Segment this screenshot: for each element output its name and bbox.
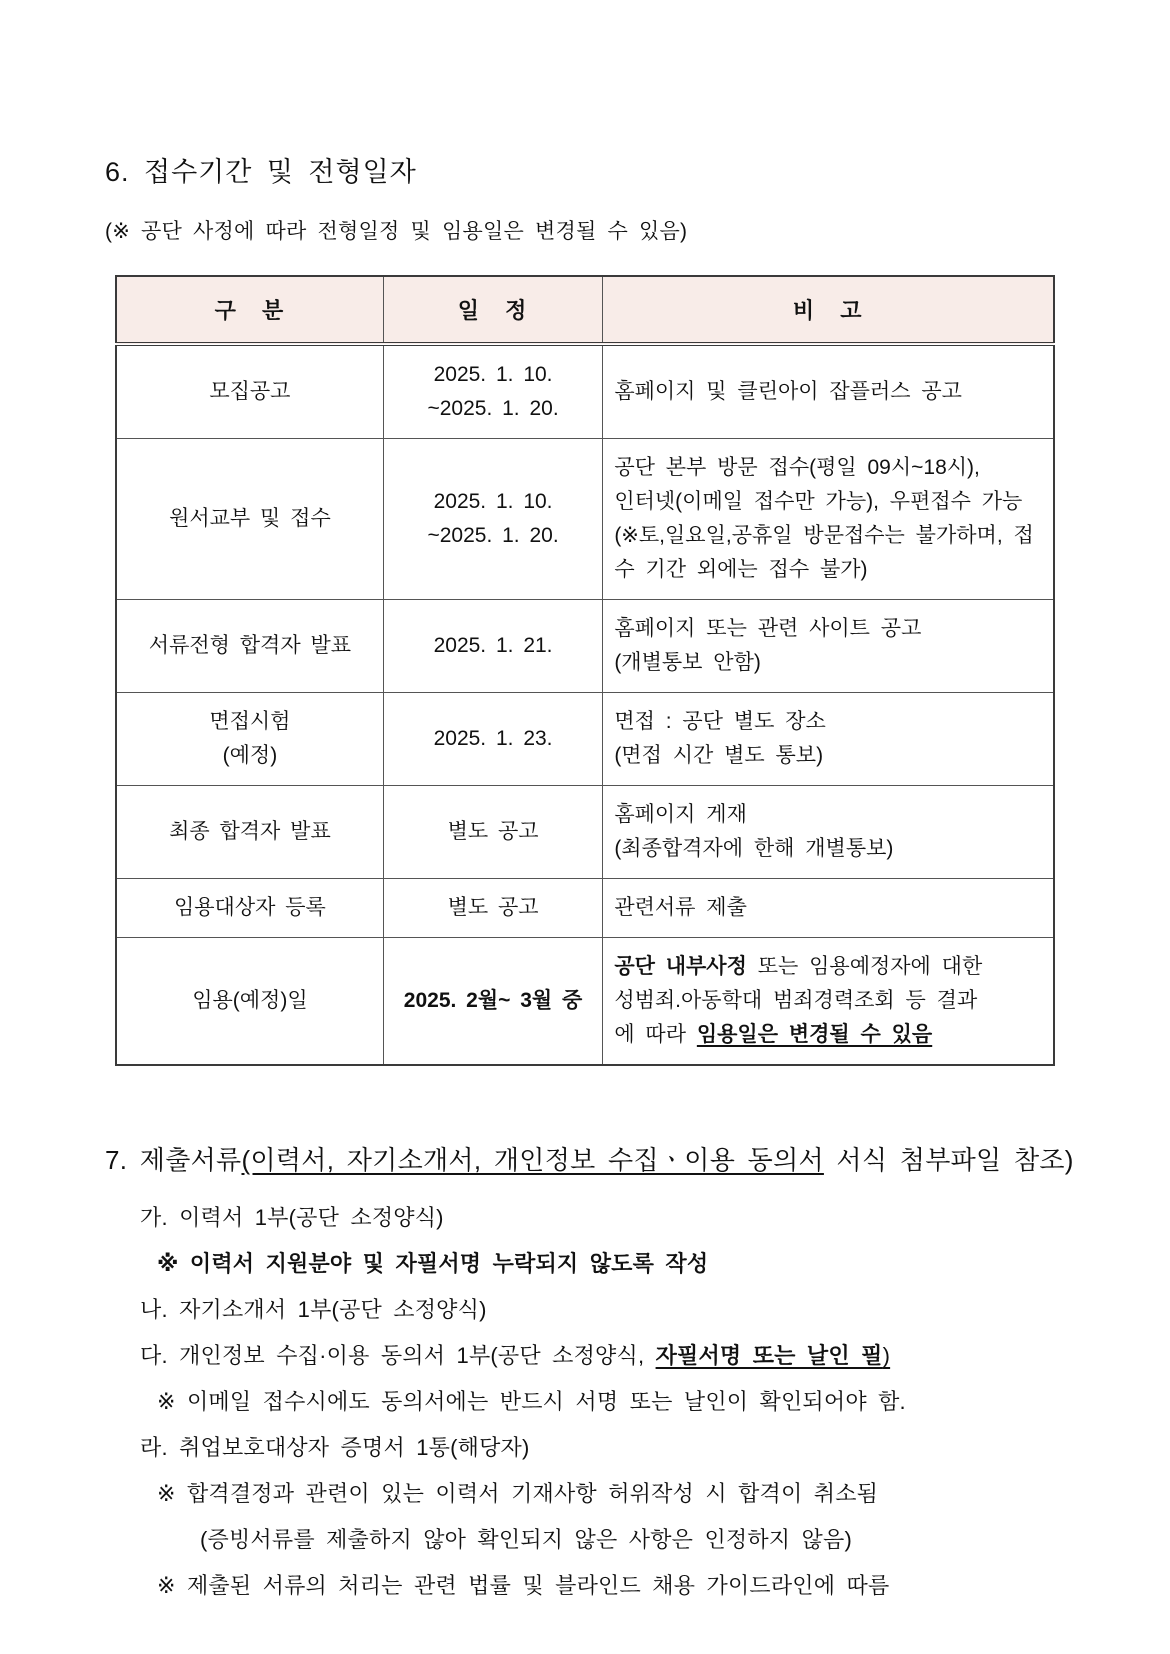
section6-note: (※ 공단 사정에 따라 전형일정 및 임용일은 변경될 수 있음) bbox=[105, 220, 688, 243]
text-segment: ※ 제출된 서류의 처리는 관련 법률 및 블라인드 채용 가이드라인에 따름 bbox=[157, 1573, 890, 1599]
text-line bbox=[392, 815, 594, 849]
table-row bbox=[116, 439, 1054, 600]
text-line bbox=[614, 553, 1047, 587]
text-segment: 2025. 2월~ 3월 중 bbox=[403, 989, 583, 1013]
cell-remark bbox=[603, 938, 1054, 1066]
text-line bbox=[392, 485, 594, 519]
text-line bbox=[392, 519, 594, 553]
text-segment: 또는 임용예정자에 대한 bbox=[746, 955, 983, 979]
text-line bbox=[392, 722, 594, 756]
cell-category bbox=[116, 879, 383, 938]
section7-list bbox=[105, 1195, 1058, 1609]
text-line bbox=[614, 832, 1047, 866]
text-line bbox=[392, 358, 594, 392]
cell-remark bbox=[603, 600, 1054, 693]
cell-schedule bbox=[383, 439, 602, 600]
text-segment: 임용일은 변경될 수 있음 bbox=[696, 1023, 933, 1047]
cell-remark bbox=[603, 344, 1054, 439]
text-segment: ※ 합격결정과 관련이 있는 이력서 기재사항 허위작성 시 합격이 취소됨 bbox=[157, 1481, 879, 1507]
text-segment: 2025. 1. 10. bbox=[433, 363, 553, 386]
cell-remark bbox=[603, 693, 1054, 786]
text-segment: 공단 본부 방문 접수(평일 09시~18시), bbox=[614, 456, 980, 480]
text-segment: 공단 내부사정 bbox=[614, 955, 747, 979]
text-line bbox=[125, 891, 375, 925]
text-segment: (※토,일요일,공휴일 방문접수는 불가하며, 접 bbox=[614, 524, 1034, 548]
cell-category bbox=[116, 693, 383, 786]
text-segment: 인터넷(이메일 접수만 가능), 우편접수 가능 bbox=[614, 490, 1023, 514]
cell-category bbox=[116, 600, 383, 693]
list-item bbox=[105, 1471, 1058, 1517]
text-line bbox=[614, 705, 1047, 739]
text-segment: 임용대상자 등록 bbox=[173, 896, 326, 920]
schedule-table bbox=[115, 275, 1055, 1066]
header-remark: 비 고 bbox=[603, 276, 1054, 344]
cell-remark bbox=[603, 786, 1054, 879]
cell-category bbox=[116, 938, 383, 1066]
text-line bbox=[614, 612, 1047, 646]
table-row bbox=[116, 938, 1054, 1066]
header-schedule: 일 정 bbox=[383, 276, 602, 344]
text-segment: ※ 이메일 접수시에도 동의서에는 반드시 서명 또는 날인이 확인되어야 함. bbox=[157, 1389, 906, 1415]
text-segment: ) bbox=[882, 1343, 891, 1369]
text-line bbox=[125, 739, 375, 773]
text-line bbox=[614, 519, 1047, 553]
text-line bbox=[614, 891, 1047, 925]
text-line bbox=[614, 739, 1047, 773]
cell-schedule bbox=[383, 600, 602, 693]
cell-category bbox=[116, 344, 383, 439]
text-segment: ※ 이력서 지원분야 및 자필서명 누락되지 않도록 작성 bbox=[157, 1251, 709, 1277]
cell-category bbox=[116, 786, 383, 879]
text-segment: (증빙서류를 제출하지 않아 확인되지 않은 사항은 인정하지 않음) bbox=[200, 1527, 852, 1553]
table-row bbox=[116, 786, 1054, 879]
text-segment: 서식 첨부파일 참조) bbox=[823, 1145, 1074, 1176]
text-segment: 수 기간 외에는 접수 불가) bbox=[614, 558, 868, 582]
text-segment: 임용(예정)일 bbox=[192, 989, 308, 1013]
text-segment: 성범죄.아동학대 범죄경력조회 등 결과 bbox=[614, 989, 978, 1013]
text-segment: 홈페이지 게재 bbox=[614, 803, 747, 827]
text-segment: 관련서류 제출 bbox=[614, 896, 747, 920]
text-line bbox=[614, 451, 1047, 485]
list-item bbox=[105, 1563, 1058, 1609]
section6-title: 6. 접수기간 및 전형일자 bbox=[105, 157, 417, 187]
text-segment: 홈페이지 또는 관련 사이트 공고 bbox=[614, 617, 922, 641]
text-segment: 자필서명 또는 날인 필 bbox=[655, 1343, 883, 1369]
section7-title bbox=[105, 1140, 1074, 1177]
list-item bbox=[105, 1333, 1058, 1379]
text-line bbox=[614, 984, 1047, 1018]
text-segment: 면접시험 bbox=[209, 710, 291, 734]
text-segment: 별도 공고 bbox=[447, 820, 539, 844]
text-segment: 홈페이지 및 클린아이 잡플러스 공고 bbox=[614, 380, 962, 403]
text-line bbox=[125, 502, 375, 536]
text-line bbox=[614, 485, 1047, 519]
text-line bbox=[125, 629, 375, 663]
list-item bbox=[105, 1517, 1058, 1563]
text-segment: ~2025. 1. 20. bbox=[427, 397, 559, 421]
text-segment: 나. 자기소개서 1부(공단 소정양식) bbox=[140, 1297, 487, 1323]
list-item bbox=[105, 1425, 1058, 1471]
text-segment: (면접 시간 별도 통보) bbox=[614, 744, 824, 768]
text-line bbox=[392, 392, 594, 426]
text-segment: 다. 개인정보 수집·이용 동의서 1부(공단 소정양식, bbox=[140, 1343, 656, 1369]
table-row bbox=[116, 600, 1054, 693]
text-line bbox=[614, 646, 1047, 680]
text-line bbox=[392, 891, 594, 925]
table-row bbox=[116, 344, 1054, 439]
list-item bbox=[105, 1287, 1058, 1333]
text-segment: 에 따라 bbox=[614, 1023, 697, 1047]
text-line bbox=[392, 984, 594, 1018]
text-segment: 서류전형 합격자 발표 bbox=[148, 634, 352, 658]
table-row bbox=[116, 879, 1054, 938]
cell-schedule bbox=[383, 938, 602, 1066]
text-segment: (최종합격자에 한해 개별통보) bbox=[614, 837, 894, 861]
cell-remark bbox=[603, 879, 1054, 938]
list-item bbox=[105, 1195, 1058, 1241]
text-line bbox=[614, 1018, 1047, 1052]
text-segment: 모집공고 bbox=[209, 380, 291, 403]
text-segment: (개별통보 안함) bbox=[614, 651, 761, 675]
text-line bbox=[125, 984, 375, 1018]
header-category: 구 분 bbox=[116, 276, 383, 344]
text-segment: (예정) bbox=[222, 744, 278, 768]
cell-category bbox=[116, 439, 383, 600]
text-line bbox=[614, 375, 1047, 409]
text-segment: 7. 제출서류 bbox=[105, 1145, 242, 1176]
list-item bbox=[105, 1241, 1058, 1287]
text-segment: (이력서, 자기소개서, 개인정보 수집ㆍ이용 동의서 bbox=[241, 1145, 824, 1176]
text-segment: 2025. 1. 10. bbox=[433, 490, 553, 514]
text-segment: 원서교부 및 접수 bbox=[169, 507, 331, 531]
cell-remark bbox=[603, 439, 1054, 600]
cell-schedule bbox=[383, 344, 602, 439]
text-line bbox=[614, 798, 1047, 832]
text-segment: 최종 합격자 발표 bbox=[169, 820, 331, 844]
header-row bbox=[116, 276, 1054, 344]
text-segment: ~2025. 1. 20. bbox=[427, 524, 559, 548]
list-item bbox=[105, 1379, 1058, 1425]
text-line bbox=[125, 705, 375, 739]
text-line bbox=[614, 950, 1047, 984]
text-segment: 2025. 1. 23. bbox=[433, 727, 553, 751]
text-line bbox=[392, 629, 594, 663]
text-segment: 면접 : 공단 별도 장소 bbox=[614, 710, 826, 734]
text-segment: 가. 이력서 1부(공단 소정양식) bbox=[140, 1205, 444, 1231]
text-segment: 별도 공고 bbox=[447, 896, 539, 920]
text-segment: 라. 취업보호대상자 증명서 1통(해당자) bbox=[140, 1435, 530, 1461]
cell-schedule bbox=[383, 786, 602, 879]
cell-schedule bbox=[383, 693, 602, 786]
text-line bbox=[125, 375, 375, 409]
schedule-table-body bbox=[116, 344, 1054, 1065]
text-segment: 2025. 1. 21. bbox=[433, 634, 553, 658]
table-row bbox=[116, 693, 1054, 786]
cell-schedule bbox=[383, 879, 602, 938]
text-line bbox=[125, 815, 375, 849]
schedule-table-header bbox=[116, 276, 1054, 344]
